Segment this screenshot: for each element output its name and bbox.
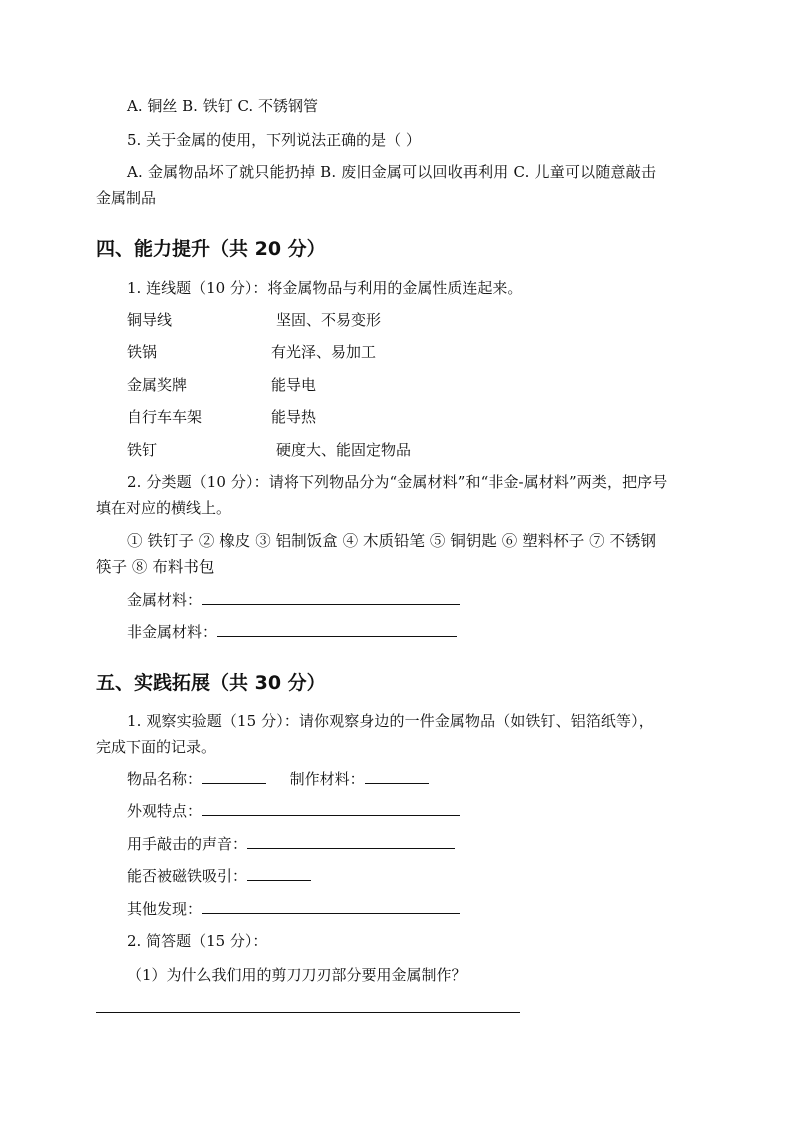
nonmetal-answer-row: [127, 622, 457, 642]
appearance-blank[interactable]: [202, 801, 460, 816]
matching-right-3: 能导电: [271, 376, 317, 394]
matching-right-4: 能导热: [271, 408, 317, 426]
material-label: 制作材料：: [289, 770, 365, 788]
matching-right-1: 坚固、不易变形: [276, 311, 382, 329]
s4-q2-stem-line1: 2. 分类题（10 分）：请将下列物品分为“金属材料”和“非金-属材料”两类，把序号: [127, 473, 668, 491]
appearance-label: 外观特点：: [127, 802, 203, 820]
matching-left-3: 金属奖牌: [127, 376, 188, 394]
magnet-blank[interactable]: [247, 866, 311, 881]
s5-q1-stem-line2: 完成下面的记录。: [96, 738, 217, 756]
magnet-label: 能否被磁铁吸引：: [127, 867, 248, 885]
matching-left-2: 铁锅: [127, 343, 158, 361]
classify-items-line2: 筷子 ⑧ 布料书包: [96, 558, 215, 576]
matching-right-2: 有光泽、易加工: [271, 343, 377, 361]
q5-options-line1: A. 金属物品坏了就只能扔掉 B. 废旧金属可以回收再利用 C. 儿童可以随意敲击: [127, 163, 657, 181]
metal-label: 金属材料：: [127, 591, 203, 609]
matching-left-4: 自行车车架: [127, 408, 203, 426]
q5-stem: 5. 关于金属的使用，下列说法正确的是（ ）: [127, 131, 421, 149]
section5-heading: 五、实践拓展（共 30 分）: [96, 672, 326, 694]
q4-options: A. 铜丝 B. 铁钉 C. 不锈钢管: [127, 97, 318, 115]
s5-q2-sub1: （1）为什么我们用的剪刀刀刃部分要用金属制作？: [127, 966, 467, 984]
answer-line[interactable]: [96, 1012, 520, 1013]
s5-q2-stem: 2. 简答题（15 分）：: [127, 932, 268, 950]
metal-answer-row: [127, 590, 460, 610]
item-name-blank[interactable]: [202, 769, 266, 784]
item-name-label: 物品名称：: [127, 770, 203, 788]
matching-left-5: 铁钉: [127, 441, 158, 459]
matching-right-5: 硬度大、能固定物品: [276, 441, 412, 459]
sound-row: [127, 834, 455, 854]
classify-items-line1: ① 铁钉子 ② 橡皮 ③ 铝制饭盒 ④ 木质铅笔 ⑤ 铜钥匙 ⑥ 塑料杯子 ⑦ 不锈钢: [127, 532, 657, 550]
material-blank[interactable]: [365, 769, 429, 784]
s4-q2-stem-line2: 填在对应的横线上。: [96, 499, 232, 517]
s5-q1-stem-line1: 1. 观察实验题（15 分）：请你观察身边的一件金属物品（如铁钉、铝箔纸等），: [127, 712, 654, 730]
other-findings-label: 其他发现：: [127, 900, 203, 918]
magnet-row: [127, 866, 311, 886]
metal-answer-blank[interactable]: [202, 590, 460, 605]
other-findings-row: [127, 899, 460, 919]
other-findings-blank[interactable]: [202, 899, 460, 914]
sound-label: 用手敲击的声音：: [127, 835, 248, 853]
nonmetal-answer-blank[interactable]: [217, 622, 457, 637]
s4-q1-stem: 1. 连线题（10 分）：将金属物品与利用的金属性质连起来。: [127, 279, 523, 297]
appearance-row: [127, 801, 460, 821]
sound-blank[interactable]: [247, 834, 455, 849]
q5-options-line2: 金属制品: [96, 189, 157, 207]
matching-left-1: 铜导线: [127, 311, 173, 329]
item-name-row: [127, 769, 429, 789]
nonmetal-label: 非金属材料：: [127, 623, 218, 641]
section4-heading: 四、能力提升（共 20 分）: [96, 238, 326, 260]
